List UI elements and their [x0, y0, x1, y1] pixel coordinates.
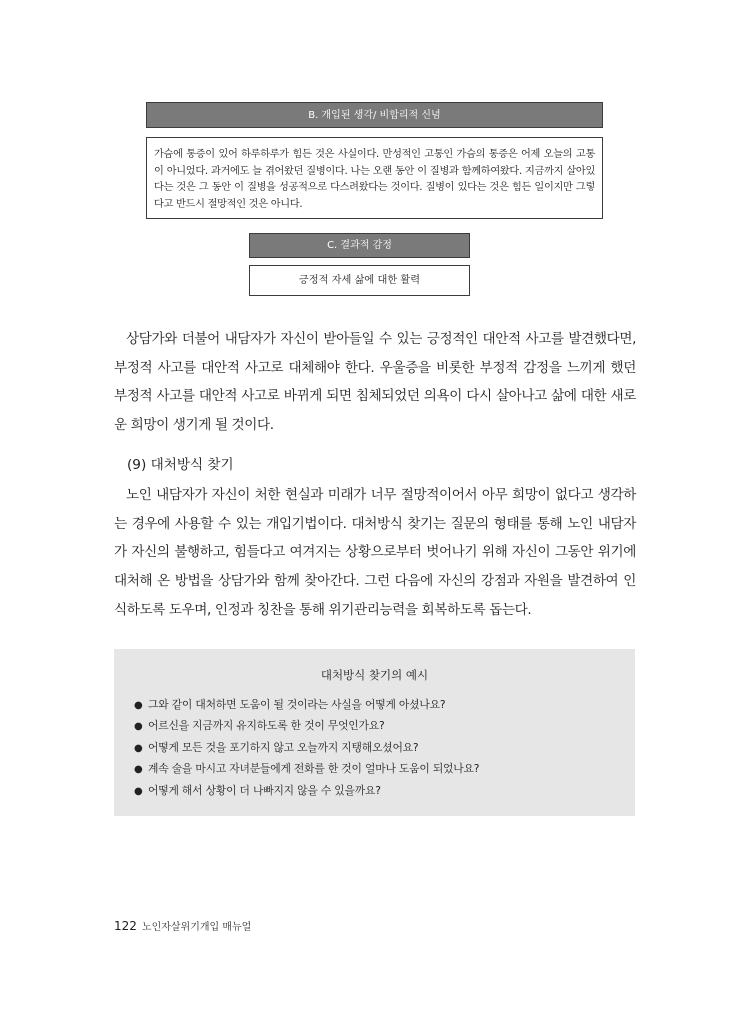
list-item: [134, 781, 479, 802]
body-paragraph-1: [114, 325, 636, 440]
example-list: [134, 695, 479, 802]
list-item: [134, 759, 479, 780]
list-item-text: 그와 같이 대처하면 도움이 될 것이라는 사실을 어떻게 아셨나요?: [148, 698, 446, 711]
example-box: [114, 649, 635, 816]
list-item-text: 어르신을 지금까지 유지하도록 한 것이 무엇인가요?: [148, 719, 385, 733]
list-item: [134, 716, 479, 737]
list-item-text: 어떻게 해서 상황이 더 나빠지지 않을 수 있을까요?: [148, 783, 381, 797]
list-item-text: 어떻게 모든 것을 포기하지 않고 오늘까지 지탱해오셨어요?: [148, 740, 419, 754]
box-c-title: C. 결과적 감정: [249, 233, 470, 258]
bullet-icon: ●: [134, 785, 143, 797]
bullet-icon: ●: [134, 721, 143, 733]
bullet-icon: ●: [134, 700, 143, 711]
bullet-icon: ●: [134, 764, 143, 776]
box-b-title: B. 개입된 생각/ 비합리적 신념: [146, 102, 603, 128]
body-paragraph-2: [114, 481, 636, 625]
box-b-text: 가슴에 통증이 있어 하루하루가 힘든 것은 사실이다. 만성적인 고통인 가슴의 통증은 어제 오늘의 고통이 아니었다. 과거에도 늘 겪어왔던 질병이다. 나는 오랜 동안 이 질병과 함께하여왔다. 지금까지 살아있다는 것은 그 동안 이 질병을 성공적으로 다스려왔다는 것이다. 질병이 있다는 것은 힘든 일이지만 그렇다고 반드시 절망적인 것은 아니다.: [146, 137, 603, 219]
book-title: 노인자살위기개입 매뉴얼: [141, 922, 252, 933]
example-title: 대처방식 찾기의 예시: [320, 668, 429, 682]
bullet-icon: ●: [134, 742, 143, 754]
body-paragraph-1-text: 상담가와 더불어 내담자가 자신이 받아들일 수 있는 긍정적인 대안적 사고를 발견했다면, 부정적 사고를 대안적 사고로 대체해야 한다. 우울증을 비롯한 부정적 감정을 느끼게 했던 부정적 사고를 대안적 사고로 바뀌게 되면 침체되었던 의욕이 다시 살아나고 삶에 대한 새로운 희망이 생기게 될 것이다.: [114, 331, 636, 434]
page-footer: [114, 918, 251, 933]
body-paragraph-2-text: 노인 내담자가 자신이 처한 현실과 미래가 너무 절망적이어서 아무 희망이 없다고 생각하는 경우에 사용할 수 있는 개입기법이다. 대처방식 찾기는 질문의 형태를 통해 노인 내담자가 자신의 불행하고, 힘들다고 여겨지는 상황으로부터 벗어나기 위해 자신이 그동안 위기에 대처해 온 방법을 상담가와 함께 찾아간다. 그런 다음에 자신의 강점과 자원을 발견하여 인식하도록 도우며, 인정과 칭찬을 통해 위기관리능력을 회복하도록 돕는다.: [114, 487, 636, 618]
page-number: 122: [114, 919, 137, 933]
list-item: [134, 738, 479, 759]
list-item: [134, 695, 479, 716]
list-item-text: 계속 술을 마시고 자녀분들에게 전화를 한 것이 얼마나 도움이 되었나요?: [148, 762, 480, 776]
section-heading: (9) 대처방식 찾기: [127, 457, 234, 473]
box-c-text: 긍정적 자세 삶에 대한 활력: [249, 265, 470, 296]
